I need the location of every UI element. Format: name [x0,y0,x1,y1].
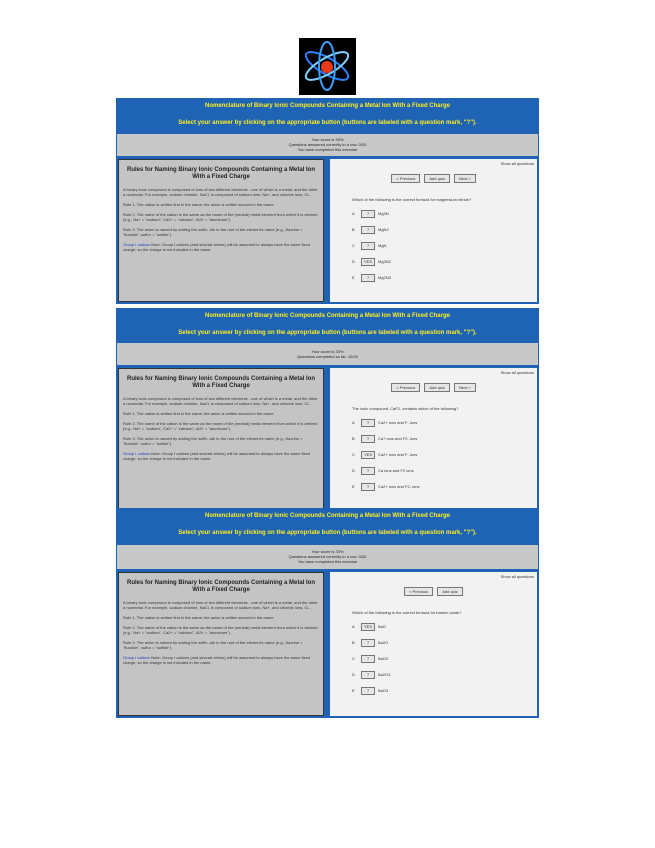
instruction-text: Select your answer by clicking on the appropriate button (buttons are labeled with a question mark, "?"). [178,530,477,536]
rule-3: Rule 3. The anion is named by adding the suffix -ide to the root of the element's name (e.g., fluorine = "fluoride", sulfur = "sulfide"). [123,227,303,237]
previous-button[interactable]: < Previous [391,174,420,183]
answer-button[interactable]: YES [361,451,375,459]
answer-option: C ? MgN [352,243,387,248]
instruction-text: Select your answer by clicking on the appropriate button (buttons are labeled with a question mark, "?"). [178,120,477,126]
quiz-panel-3 [116,508,539,718]
score-line: You have completed this exercise [297,147,358,152]
answer-button[interactable]: ? [361,274,375,282]
add-quiz-button[interactable]: Add quiz [437,587,463,596]
quiz-nav [336,587,531,596]
rules-note: Group I cations Note: Group I cations (and several others) will be assumed to always have the same fixed charge, so the charge is not included in the name. [123,655,310,665]
rules-note: Group I cations Note: Group I cations (and several others) will be assumed to always have the same fixed charge, so the charge is not included in the name. [123,242,310,252]
score-line: Your score is 33% [311,549,344,554]
atom-icon [299,38,356,95]
score-box [116,544,539,570]
question-text: Which of the following is the correct formula for barium oxide? [352,610,462,615]
panel-header [116,508,539,544]
rule-1: Rule 1. The cation is written first in the name; the anion is written second in the name. [123,615,275,620]
answer-button[interactable]: ? [361,210,375,218]
question-box [330,572,537,716]
rule-2: Rule 2. The name of the cation is the same as the name of the (neutral) metal element from which it is derived (e.g., Na+ = "sodium", Ca2+ = "calcium", Al3+ = "aluminum"). [123,625,318,635]
show-all-link[interactable]: Show all questions [500,370,534,375]
answer-button[interactable]: ? [361,435,375,443]
group-cations-link[interactable]: Group I cations [123,242,151,247]
rules-box [118,572,324,716]
answer-button[interactable]: YES [361,623,375,631]
answer-button[interactable]: ? [361,687,375,695]
answer-option: A ? Mg3N [352,211,389,216]
answer-option: B ? MgN2 [352,227,389,232]
next-button[interactable]: Next > [454,383,476,392]
add-quiz-button[interactable]: Add quiz [424,174,450,183]
answer-button[interactable]: ? [361,226,375,234]
answer-option: D ? Ba2O3 [352,672,391,677]
score-line: Questions answered correctly in a row: 0/20 [288,142,367,147]
panel-body [116,366,539,512]
rules-heading: Rules for Naming Binary Ionic Compounds Containing a Metal Ion With a Fixed Charge [126,580,315,593]
rule-2: Rule 2. The name of the cation is the same as the name of the (neutral) metal element from which it is derived (e.g., Na+ = "sodium", Ca2+ = "calcium", Al3+ = "aluminum"). [123,421,318,431]
question-box [330,159,537,302]
score-box [116,342,539,366]
rule-3: Rule 3. The anion is named by adding the suffix -ide to the root of the element's name (e.g., fluorine = "fluoride", sulfur = "sulfide"). [123,436,303,446]
atom-logo [299,38,356,95]
panel-body [116,157,539,304]
rules-box [118,368,324,510]
rule-3: Rule 3. The anion is named by adding the suffix -ide to the root of the element's name (e.g., fluorine = "fluoride", sulfur = "sulfide"). [123,640,303,650]
question-box [330,368,537,510]
answer-button[interactable]: ? [361,671,375,679]
answer-option: C YES Ca2+ ions and F- ions [352,452,418,457]
panel-header [116,308,539,342]
group-cations-link[interactable]: Group I cations [123,655,151,660]
rule-1: Rule 1. The cation is written first in the name; the anion is written second in the name. [123,411,275,416]
page-title: Nomenclature of Binary Ionic Compounds Containing a Metal Ion With a Fixed Charge [205,513,450,519]
quiz-panel-2 [116,308,539,512]
answer-option: C ? BaO2 [352,656,389,661]
group-cations-link[interactable]: Group I cations [123,451,151,456]
next-button[interactable]: Next > [454,174,476,183]
score-line: Questions completed so far: 10/20 [297,354,358,359]
answer-button[interactable]: ? [361,419,375,427]
panel-header [116,98,539,133]
previous-button[interactable]: < Previous [404,587,433,596]
page-title: Nomenclature of Binary Ionic Compounds Containing a Metal Ion With a Fixed Charge [205,103,450,109]
quiz-nav [336,174,531,183]
answer-option: B ? Ba2O [352,640,389,645]
previous-button[interactable]: < Previous [391,383,420,392]
answer-option: B ? Ca+ ions and F2- ions [352,436,418,441]
answer-button[interactable]: ? [361,483,375,491]
answer-option: E ? Mg2N3 [352,275,391,280]
show-all-link[interactable]: Show all questions [500,161,534,166]
score-line: Your score is 33% [311,137,344,142]
answer-option: E ? Ca2+ ions and F2- ions [352,484,420,489]
answer-option: A ? Ca2+ ions and F- ions [352,420,418,425]
answer-button[interactable]: ? [361,242,375,250]
quiz-nav [336,383,531,392]
answer-button[interactable]: ? [361,639,375,647]
rules-intro: A binary ionic compound is composed of ions of two different elements - one of which is a metal, and the other a nonmetal. For example, sodium chloride, NaCl, is composed of sodium ions, Na+, and chloride ions, Cl-. [123,396,318,406]
answer-button[interactable]: YES [361,258,375,266]
answer-button[interactable]: ? [361,655,375,663]
answer-button[interactable]: ? [361,467,375,475]
question-text: The ionic compound, CaF2, contains which of the following? [352,406,459,411]
answer-option: D YES Mg3N2 [352,259,391,264]
rule-1: Rule 1. The cation is written first in the name; the anion is written second in the name. [123,202,275,207]
answer-option: A YES BaO [352,624,387,629]
rules-intro: A binary ionic compound is composed of ions of two different elements - one of which is a metal, and the other a nonmetal. For example, sodium chloride, NaCl, is composed of sodium ions, Na+, and chloride ions, Cl-. [123,600,318,610]
show-all-link[interactable]: Show all questions [500,574,534,579]
question-text: Which of the following is the correct formula for magnesium nitride? [352,197,472,202]
rules-heading: Rules for Naming Binary Ionic Compounds Containing a Metal Ion With a Fixed Charge [126,376,315,389]
rules-box [118,159,324,302]
score-line: Questions answered correctly in a row: 0/20 [288,554,367,559]
panel-body [116,570,539,718]
answer-option: E ? BaO3 [352,688,389,693]
quiz-panel-1 [116,98,539,304]
score-box [116,133,539,157]
rules-intro: A binary ionic compound is composed of ions of two different elements - one of which is a metal, and the other a nonmetal. For example, sodium chloride, NaCl, is composed of sodium ions, Na+, and chloride ions, Cl-. [123,187,318,197]
rules-heading: Rules for Naming Binary Ionic Compounds Containing a Metal Ion With a Fixed Charge [126,167,315,180]
rule-2: Rule 2. The name of the cation is the same as the name of the (neutral) metal element from which it is derived (e.g., Na+ = "sodium", Ca2+ = "calcium", Al3+ = "aluminum"). [123,212,318,222]
score-line: You have completed this exercise [297,559,358,564]
score-line: Your score is 33% [311,349,344,354]
rules-note: Group I cations Note: Group I cations (and several others) will be assumed to always have the same fixed charge, so the charge is not included in the name. [123,451,310,461]
instruction-text: Select your answer by clicking on the appropriate button (buttons are labeled with a question mark, "?"). [178,330,477,336]
answer-option: D ? Ca ions and F2 ions [352,468,414,473]
page-title: Nomenclature of Binary Ionic Compounds Containing a Metal Ion With a Fixed Charge [205,313,450,319]
add-quiz-button[interactable]: Add quiz [424,383,450,392]
